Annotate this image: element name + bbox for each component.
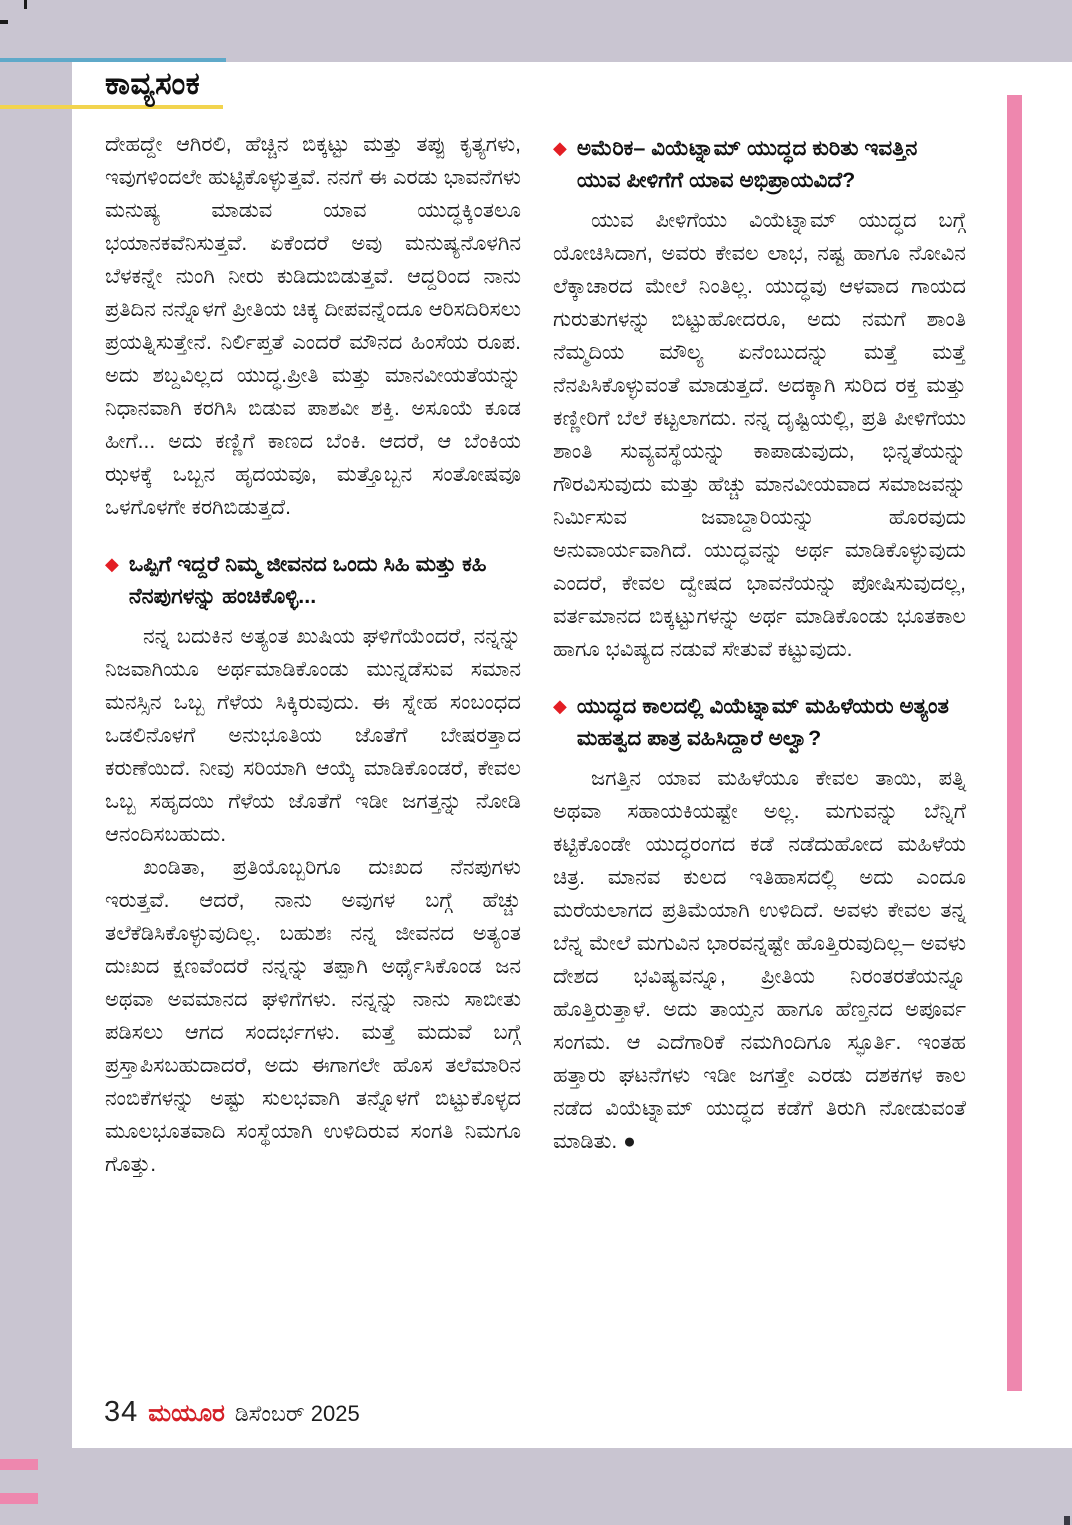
page-footer [104, 1396, 360, 1429]
body-paragraph: ನನ್ನ ಬದುಕಿನ ಅತ್ಯಂತ ಖುಷಿಯ ಘಳಿಗೆಯೆಂದರೆ, ನನ್ನನ್ನು ನಿಜವಾಗಿಯೂ ಅರ್ಥಮಾಡಿಕೊಂಡು ಮುನ್ನಡೆಸುವ ಸಮಾನ ಮನಸ್ಸಿನ ಒಬ್ಬ ಗೆಳೆಯ ಸಿಕ್ಕಿರುವುದು. ಈ ಸ್ನೇಹ ಸಂಬಂಧದ ಒಡಲಿನೊಳಗೆ ಅನುಭೂತಿಯ ಜೊತೆಗೆ ಬೇಷರತ್ತಾದ ಕರುಣೆಯಿದೆ. ನೀವು ಸರಿಯಾಗಿ ಆಯ್ಕೆ ಮಾಡಿಕೊಂಡರೆ, ಕೇವಲ ಒಬ್ಬ ಸಹೃದಯಿ ಗೆಳೆಯ ಜೊತೆಗೆ ಇಡೀ ಜಗತ್ತನ್ನು ನೋಡಿ ಆನಂದಿಸಬಹುದು. [105, 625, 521, 846]
issue-date: ಡಿಸೆಂಬರ್ 2025 [234, 1401, 360, 1426]
interview-question [553, 690, 966, 754]
magazine-name: ಮಯೂರ [148, 1400, 225, 1427]
body-paragraph: ಜಗತ್ತಿನ ಯಾವ ಮಹಿಳೆಯೂ ಕೇವಲ ತಾಯಿ, ಪತ್ನಿ ಅಥವಾ ಸಹಾಯಕಿಯಷ್ಟೇ ಅಲ್ಲ. ಮಗುವನ್ನು ಬೆನ್ನಿಗೆ ಕಟ್ಟಿಕೊಂಡೇ ಯುದ್ಧರಂಗದ ಕಡೆ ನಡೆದುಹೋದ ಮಹಿಳೆಯ ಚಿತ್ರ. ಮಾನವ ಕುಲದ ಇತಿಹಾಸದಲ್ಲಿ ಅದು ಎಂದೂ ಮರೆಯಲಾಗದ ಪ್ರತಿಮೆಯಾಗಿ ಉಳಿದಿದೆ. ಅವಳು ಕೇವಲ ತನ್ನ ಬೆನ್ನ ಮೇಲೆ ಮಗುವಿನ ಭಾರವನ್ನಷ್ಟೇ ಹೊತ್ತಿರುವುದಿಲ್ಲ– ಅವಳು ದೇಶದ ಭವಿಷ್ಯವನ್ನೂ, ಪ್ರೀತಿಯ ನಿರಂತರತೆಯನ್ನೂ ಹೊತ್ತಿರುತ್ತಾಳೆ. ಅದು ತಾಯ್ತನ ಹಾಗೂ ಹೆಣ್ತನದ ಅಪೂರ್ವ ಸಂಗಮ. ಆ ಎದೆಗಾರಿಕೆ ನಮಗಿಂದಿಗೂ ಸ್ಫೂರ್ತಿ. ಇಂತಹ ಹತ್ತಾರು ಘಟನೆಗಳು ಇಡೀ ಜಗತ್ತೇ ಎರಡು ದಶಕಗಳ ಕಾಲ ನಡೆದ ವಿಯೆಟ್ನಾಮ್ ಯುದ್ಧದ ಕಡೆಗೆ ತಿರುಗಿ ನೋಡುವಂತೆ ಮಾಡಿತು. ● [553, 767, 966, 1153]
question-text: ಒಪ್ಪಿಗೆ ಇದ್ದರೆ ನಿಮ್ಮ ಜೀವನದ ಒಂದು ಸಿಹಿ ಮತ್ತು ಕಹಿ ನೆನಪುಗಳನ್ನು ಹಂಚಿಕೊಳ್ಳಿ... [128, 552, 487, 608]
red-diamond-bullet-icon: ◆ [553, 138, 567, 158]
interview-question [553, 132, 966, 196]
body-paragraph: ಖಂಡಿತಾ, ಪ್ರತಿಯೊಬ್ಬರಿಗೂ ದುಃಖದ ನೆನಪುಗಳು ಇರುತ್ತವೆ. ಆದರೆ, ನಾನು ಅವುಗಳ ಬಗ್ಗೆ ಹೆಚ್ಚು ತಲೆಕೆಡಿಸಿಕೊಳ್ಳುವುದಿಲ್ಲ. ಬಹುಶಃ ನನ್ನ ಜೀವನದ ಅತ್ಯಂತ ದುಃಖದ ಕ್ಷಣವೆಂದರೆ ನನ್ನನ್ನು ತಪ್ಪಾಗಿ ಅರ್ಥೈಸಿಕೊಂಡ ಜನ ಅಥವಾ ಅವಮಾನದ ಘಳಿಗೆಗಳು. ನನ್ನನ್ನು ನಾನು ಸಾಬೀತು ಪಡಿಸಲು ಆಗದ ಸಂದರ್ಭಗಳು. ಮತ್ತೆ ಮದುವೆ ಬಗ್ಗೆ ಪ್ರಸ್ತಾಪಿಸಬಹುದಾದರೆ, ಅದು ಈಗಾಗಲೇ ಹೊಸ ತಲೆಮಾರಿನ ನಂಬಿಕೆಗಳನ್ನು ಅಷ್ಟು ಸುಲಭವಾಗಿ ತನ್ನೊಳಗೆ ಬಿಟ್ಟುಕೊಳ್ಳದ ಮೂಲಭೂತವಾದಿ ಸಂಸ್ಥೆಯಾಗಿ ಉಳಿದಿರುವ ಸಂಗತಿ ನಿಮಗೂ ಗೊತ್ತು. [105, 856, 521, 1176]
body-paragraph: ದೇಹದ್ದೇ ಆಗಿರಲಿ, ಹೆಚ್ಚಿನ ಬಿಕ್ಕಟ್ಟು ಮತ್ತು ತಪ್ಪು ಕೃತ್ಯಗಳು, ಇವುಗಳಿಂದಲೇ ಹುಟ್ಟಿಕೊಳ್ಳುತ್ತವೆ. ನನಗೆ ಈ ಎರಡು ಭಾವನೆಗಳು ಮನುಷ್ಯ ಮಾಡುವ ಯಾವ ಯುದ್ಧಕ್ಕಿಂತಲೂ ಭಯಾನಕವೆನಿಸುತ್ತವೆ. ಏಕೆಂದರೆ ಅವು ಮನುಷ್ಯನೊಳಗಿನ ಬೆಳಕನ್ನೇ ನುಂಗಿ ನೀರು ಕುಡಿದುಬಿಡುತ್ತವೆ. ಆದ್ದರಿಂದ ನಾನು ಪ್ರತಿದಿನ ನನ್ನೊಳಗೆ ಪ್ರೀತಿಯ ಚಿಕ್ಕ ದೀಪವನ್ನೆಂದೂ ಆರಿಸದಿರಿಸಲು ಪ್ರಯತ್ನಿಸುತ್ತೇನೆ. ನಿರ್ಲಿಪ್ತತೆ ಎಂದರೆ ಮೌನದ ಹಿಂಸೆಯ ರೂಪ. ಅದು ಶಬ್ದವಿಲ್ಲದ ಯುದ್ಧ.ಪ್ರೀತಿ ಮತ್ತು ಮಾನವೀಯತೆಯನ್ನು ನಿಧಾನವಾಗಿ ಕರಗಿಸಿ ಬಿಡುವ ಪಾಶವೀ ಶಕ್ತಿ. ಅಸೂಯೆ ಕೂಡ ಹೀಗೆ... ಅದು ಕಣ್ಣಿಗೆ ಕಾಣದ ಬೆಂಕಿ. ಆದರೆ, ಆ ಬೆಂಕಿಯ ಝಳಕ್ಕೆ ಒಬ್ಬನ ಹೃದಯವೂ, ಮತ್ತೊಬ್ಬನ ಸಂತೋಷವೂ ಒಳಗೊಳಗೇ ಕರಗಿಬಿಡುತ್ತದೆ. [105, 133, 521, 519]
left-text-column [105, 128, 521, 1181]
red-diamond-bullet-icon: ◆ [105, 554, 119, 574]
page-number: 34 [104, 1396, 139, 1428]
right-text-column [553, 128, 966, 1158]
bottom-left-pink-strip-1 [0, 1459, 38, 1470]
section-title: ಕಾವ್ಯಸಂಕ [105, 66, 201, 101]
crop-mark-bottom-right-icon [1064, 1516, 1070, 1525]
right-edge-pink-strip [1007, 95, 1022, 1391]
header-blue-rule [0, 58, 226, 62]
crop-mark-left-icon [0, 20, 8, 24]
crop-mark-top-icon [24, 0, 27, 9]
question-text: ಯುದ್ಧದ ಕಾಲದಲ್ಲಿ ವಿಯೆಟ್ನಾಮ್ ಮಹಿಳೆಯರು ಅತ್ಯಂತ ಮಹತ್ವದ ಪಾತ್ರ ವಹಿಸಿದ್ದಾರೆ ಅಲ್ವಾ? [576, 694, 949, 750]
body-paragraph: ಯುವ ಪೀಳಿಗೆಯು ವಿಯೆಟ್ನಾಮ್ ಯುದ್ಧದ ಬಗ್ಗೆ ಯೋಚಿಸಿದಾಗ, ಅವರು ಕೇವಲ ಲಾಭ, ನಷ್ಟ ಹಾಗೂ ನೋವಿನ ಲೆಕ್ಕಾಚಾರದ ಮೇಲೆ ನಿಂತಿಲ್ಲ. ಯುದ್ಧವು ಆಳವಾದ ಗಾಯದ ಗುರುತುಗಳನ್ನು ಬಿಟ್ಟುಹೋದರೂ, ಅದು ನಮಗೆ ಶಾಂತಿ ನೆಮ್ಮದಿಯ ಮೌಲ್ಯ ಏನೆಂಬುದನ್ನು ಮತ್ತೆ ಮತ್ತೆ ನೆನಪಿಸಿಕೊಳ್ಳುವಂತೆ ಮಾಡುತ್ತದೆ. ಅದಕ್ಕಾಗಿ ಸುರಿದ ರಕ್ತ ಮತ್ತು ಕಣ್ಣೀರಿಗೆ ಬೆಲೆ ಕಟ್ಟಲಾಗದು. ನನ್ನ ದೃಷ್ಟಿಯಲ್ಲಿ, ಪ್ರತಿ ಪೀಳಿಗೆಯು ಶಾಂತಿ ಸುವ್ಯವಸ್ಥೆಯನ್ನು ಕಾಪಾಡುವುದು, ಭಿನ್ನತೆಯನ್ನು ಗೌರವಿಸುವುದು ಮತ್ತು ಹೆಚ್ಚು ಮಾನವೀಯವಾದ ಸಮಾಜವನ್ನು ನಿರ್ಮಿಸುವ ಜವಾಬ್ದಾರಿಯನ್ನು ಹೊರವುದು ಅನುವಾರ್ಯವಾಗಿದೆ. ಯುದ್ಧವನ್ನು ಅರ್ಥ ಮಾಡಿಕೊಳ್ಳುವುದು ಎಂದರೆ, ಕೇವಲ ದ್ವೇಷದ ಭಾವನೆಯನ್ನು ಪೋಷಿಸುವುದಲ್ಲ, ವರ್ತಮಾನದ ಬಿಕ್ಕಟ್ಟುಗಳನ್ನು ಅರ್ಥ ಮಾಡಿಕೊಂಡು ಭೂತಕಾಲ ಹಾಗೂ ಭವಿಷ್ಯದ ನಡುವೆ ಸೇತುವೆ ಕಟ್ಟುವುದು. [553, 209, 966, 661]
red-diamond-bullet-icon: ◆ [553, 696, 567, 716]
question-text: ಅಮೆರಿಕ– ವಿಯೆಟ್ನಾಮ್ ಯುದ್ಧದ ಕುರಿತು ಇವತ್ತಿನ ಯುವ ಪೀಳಿಗೆಗೆ ಯಾವ ಅಭಿಪ್ರಾಯವಿದೆ? [576, 136, 918, 192]
bottom-left-pink-strip-2 [0, 1493, 38, 1504]
header-yellow-rule [0, 105, 223, 109]
interview-question [105, 548, 521, 612]
